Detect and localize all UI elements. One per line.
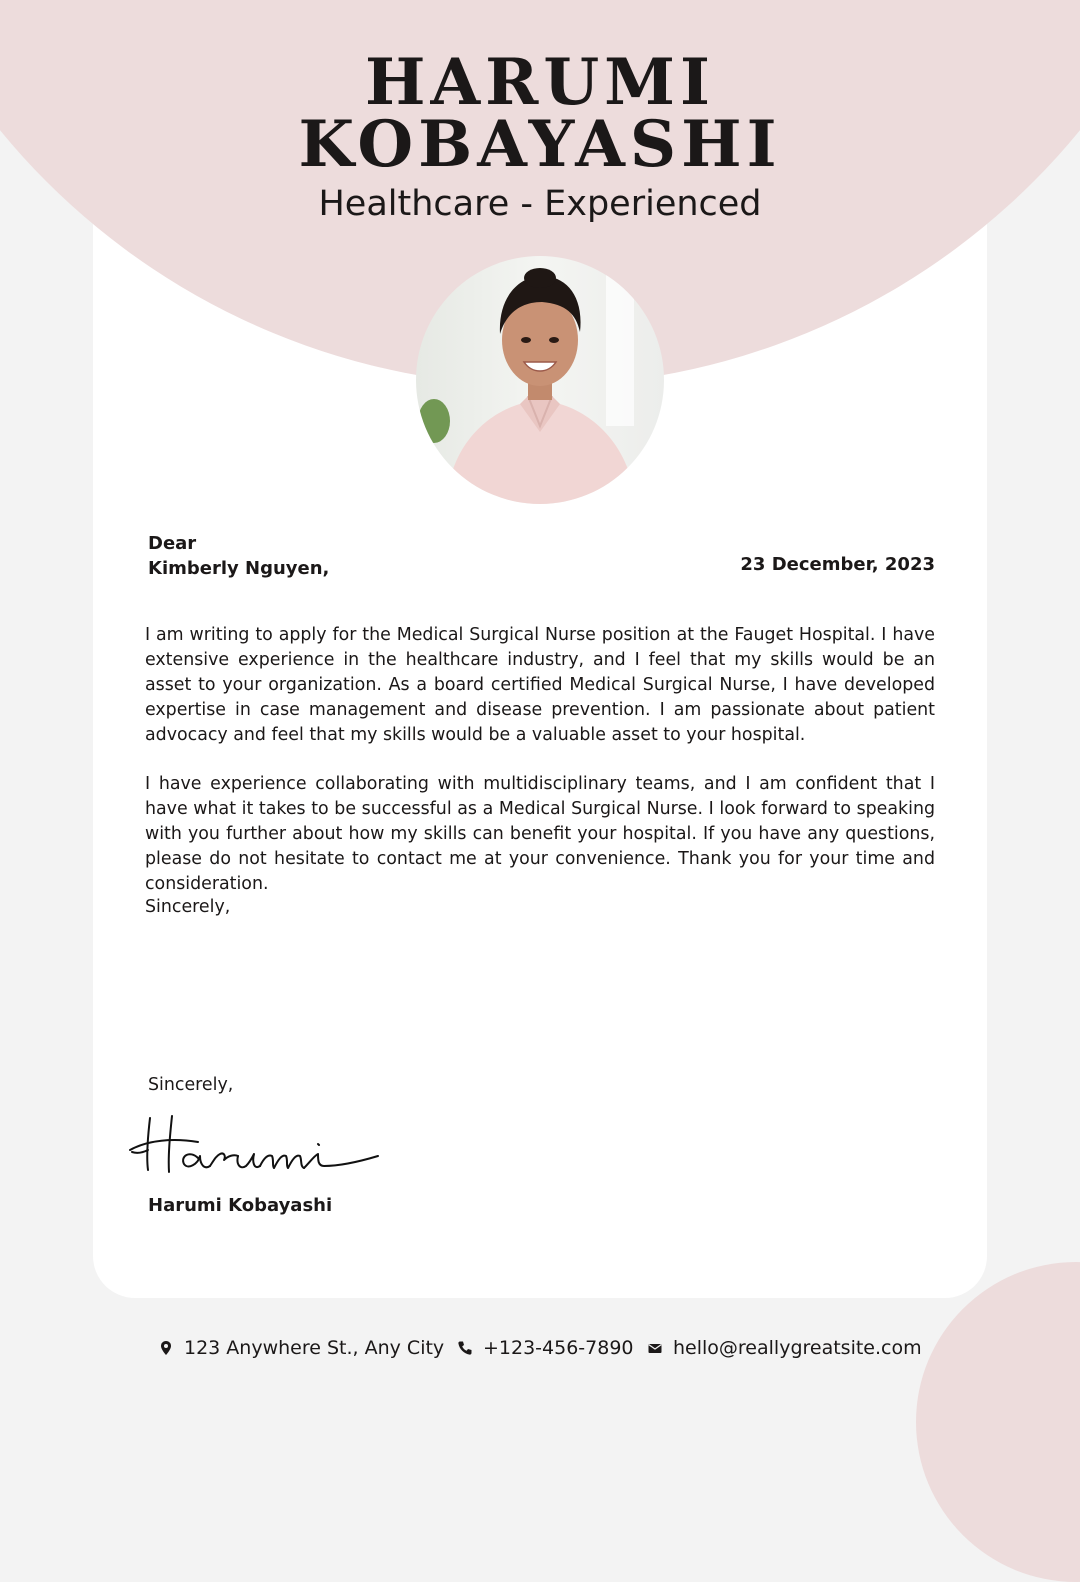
letter-body: [145, 623, 935, 897]
address-text: 123 Anywhere St., Any City: [184, 1337, 445, 1359]
contact-phone[interactable]: [457, 1334, 634, 1362]
handwritten-signature: [128, 1110, 388, 1180]
recipient-name: Kimberly Nguyen,: [148, 558, 330, 579]
contact-address: [158, 1334, 444, 1362]
signer-name: Harumi Kobayashi: [148, 1195, 333, 1216]
greeting-word: Dear: [148, 533, 197, 554]
letter-date: 23 December, 2023: [740, 554, 935, 575]
closing: Sincerely,: [148, 1075, 234, 1095]
contact-email[interactable]: [647, 1334, 922, 1362]
profile-photo: [416, 256, 664, 504]
job-subtitle: Healthcare - Experienced: [318, 184, 762, 224]
email-text[interactable]: hello@reallygreatsite.com: [673, 1337, 922, 1359]
salutation: [148, 531, 329, 581]
profile-photo-illustration: [416, 256, 664, 504]
body-closing: Sincerely,: [145, 897, 231, 917]
last-name: KOBAYASHI: [298, 107, 782, 182]
location-pin-icon: [158, 1340, 174, 1356]
phone-icon: [457, 1340, 473, 1356]
page-title: [0, 45, 1080, 182]
body-paragraph: I am writing to apply for the Medical Surgical Nurse position at the Fauget Hospital. I have extensive experience in the healthcare industry, and I feel that my skills would be an asset to your organization. As a board certified Medical Surgical Nurse, I have developed expertise in case management and disease prevention. I am passionate about patient advocacy and feel that my skills would be a valuable asset to your hospital.: [145, 625, 935, 745]
envelope-icon: [647, 1340, 663, 1356]
phone-text[interactable]: +123-456-7890: [483, 1337, 634, 1359]
body-paragraph: I have experience collaborating with multidisciplinary teams, and I am confident that I have what it takes to be successful as a Medical Surgical Nurse. I look forward to speaking with you further about how my skills can benefit your hospital. If you have any questions, please do not hesitate to contact me at your convenience. Thank you for your time and consideration.: [145, 774, 935, 895]
first-name: HARUMI: [365, 45, 715, 120]
